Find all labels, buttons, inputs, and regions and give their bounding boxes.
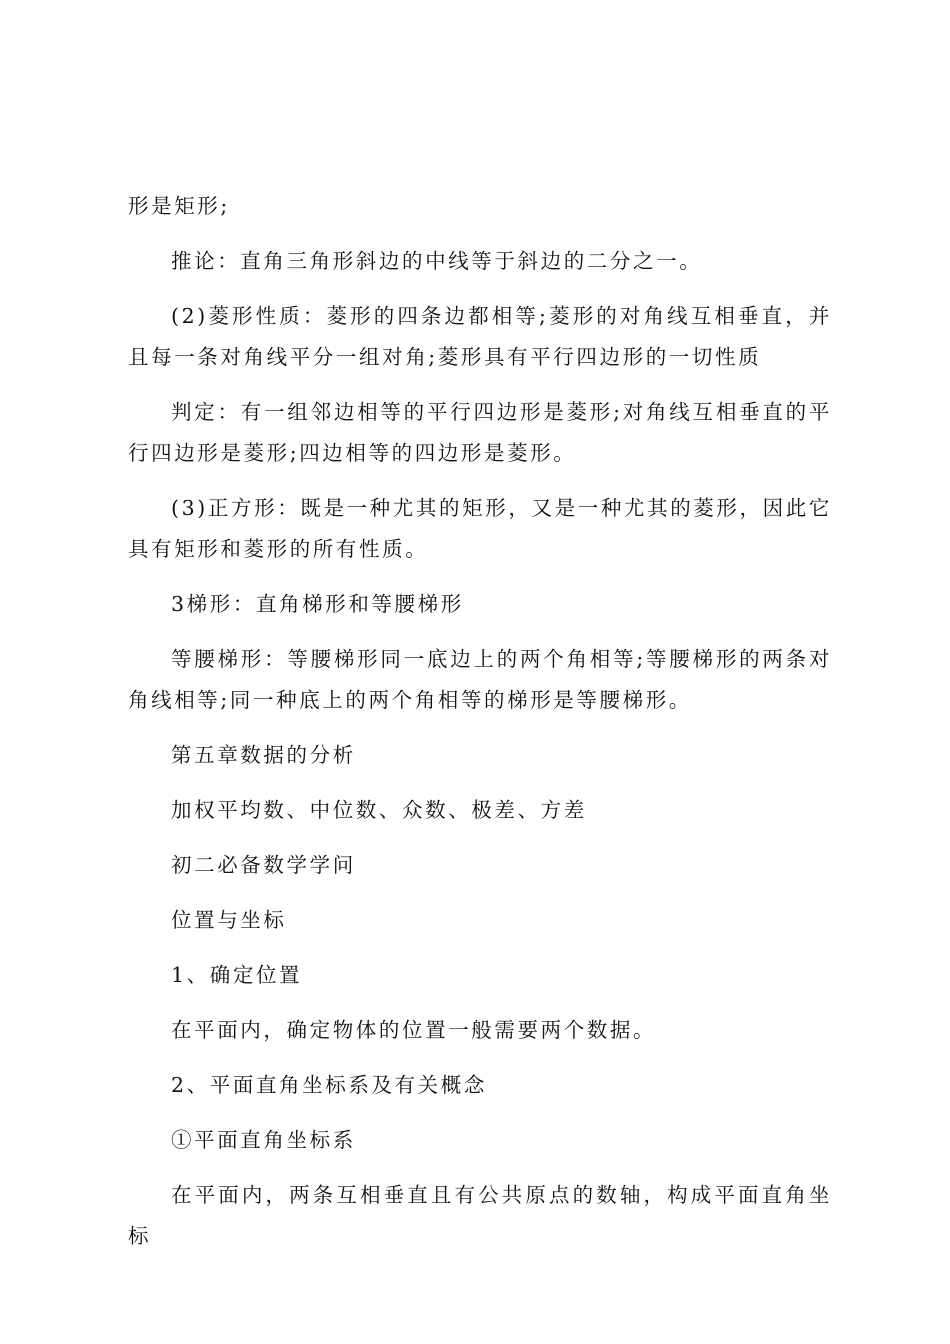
paragraph-coordinate-system-concepts: 2、平面直角坐标系及有关概念 <box>171 1073 487 1097</box>
paragraph-rhombus-criteria: 判定：有一组邻边相等的平行四边形是菱形;对角线互相垂直的平行四边形是菱形;四边相等的四边形是菱形。 <box>128 400 832 465</box>
paragraph-corollary: 推论：直角三角形斜边的中线等于斜边的二分之一。 <box>171 249 703 273</box>
paragraph-square: (3)正方形：既是一种尤其的矩形，又是一种尤其的菱形，因此它具有矩形和菱形的所有性质。 <box>128 496 832 561</box>
paragraph-isosceles-trapezoid: 等腰梯形：等腰梯形同一底边上的两个角相等;等腰梯形的两条对角线相等;同一种底上的两个角相等的梯形是等腰梯形。 <box>128 647 832 712</box>
paragraph-chapter-five: 第五章数据的分析 <box>171 743 356 767</box>
paragraph-two-data: 在平面内，确定物体的位置一般需要两个数据。 <box>171 1018 657 1042</box>
paragraph-continuation: 形是矩形; <box>128 194 230 218</box>
paragraph-grade-eight-title: 初二必备数学学问 <box>171 853 356 877</box>
paragraph-rhombus-properties: (2)菱形性质：菱形的四条边都相等;菱形的对角线互相垂直，并且每一条对角线平分一组对角;菱形具有平行四边形的一切性质 <box>128 304 832 369</box>
paragraph-determine-position: 1、确定位置 <box>171 963 303 987</box>
paragraph-statistics-terms: 加权平均数、中位数、众数、极差、方差 <box>171 798 587 822</box>
paragraph-cartesian-system: ①平面直角坐标系 <box>171 1128 356 1152</box>
paragraph-position-coordinates: 位置与坐标 <box>171 908 287 932</box>
document-body <box>128 186 832 1271</box>
paragraph-cartesian-definition: 在平面内，两条互相垂直且有公共原点的数轴，构成平面直角坐标 <box>128 1183 832 1248</box>
paragraph-trapezoid: 3梯形：直角梯形和等腰梯形 <box>171 592 464 616</box>
